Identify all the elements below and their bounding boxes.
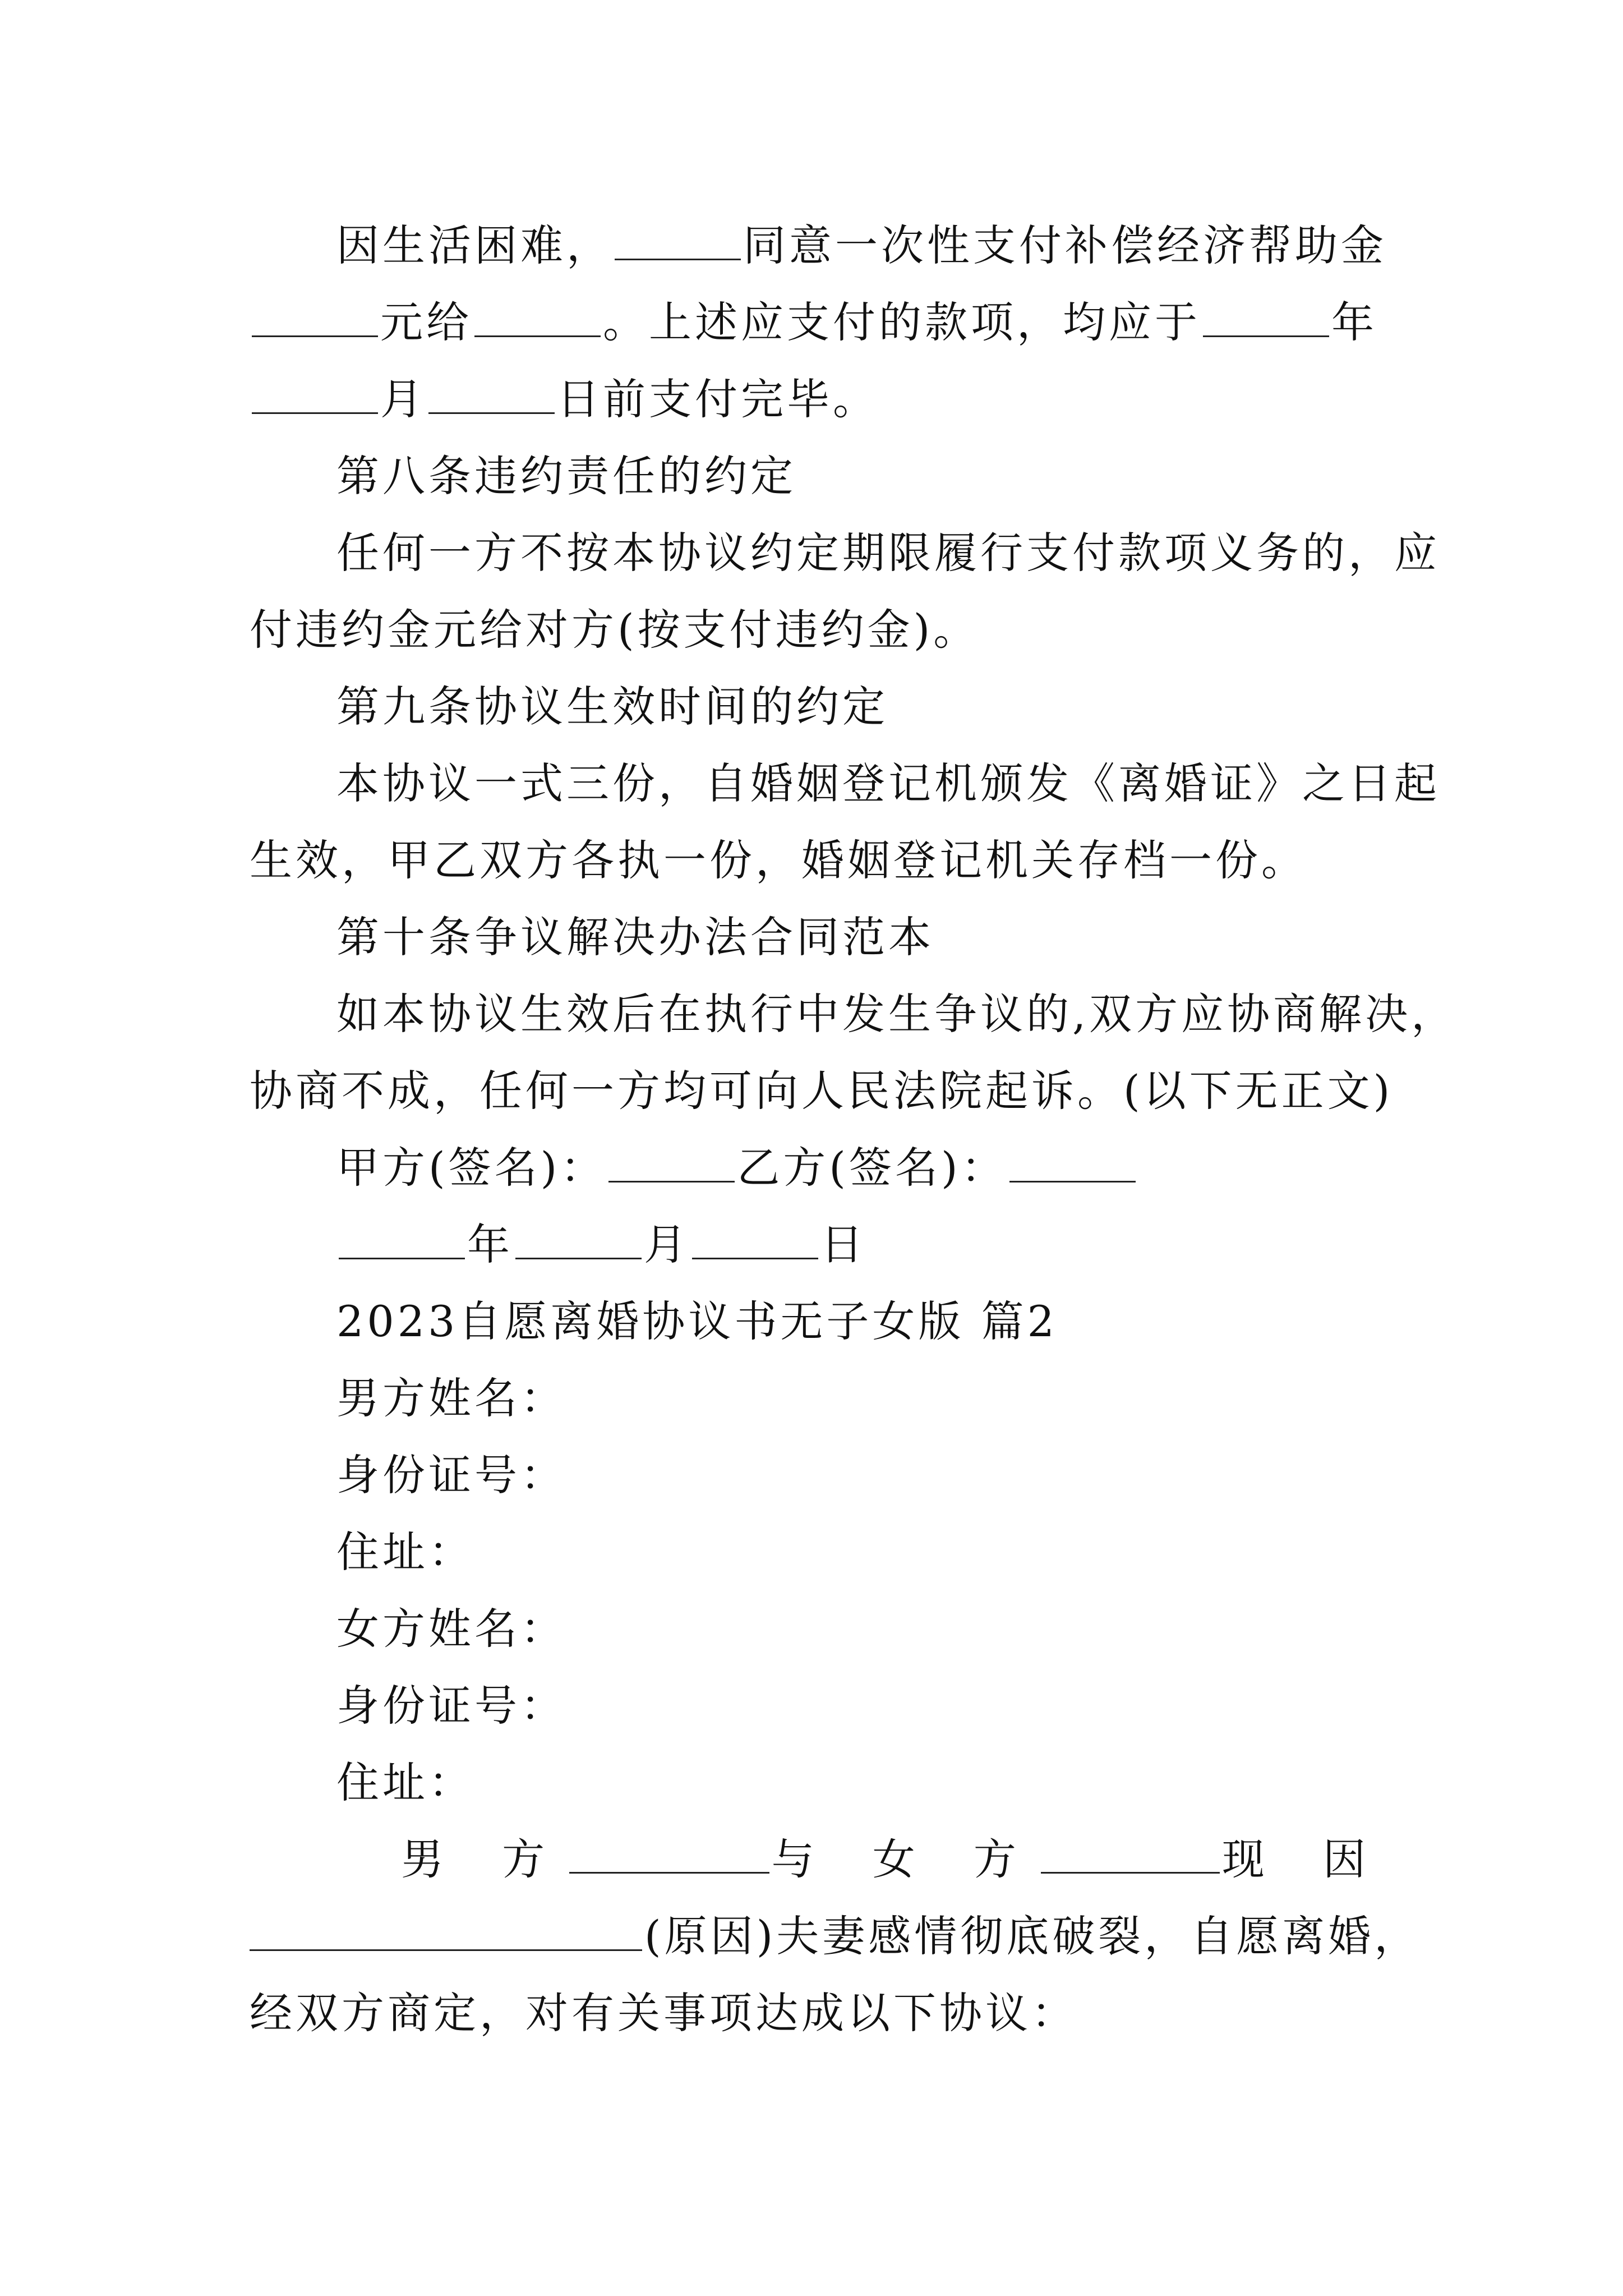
blank-field [615, 218, 741, 260]
compensation-line-1 [336, 218, 1388, 274]
intro-line-2 [250, 1908, 1421, 1964]
blank-field [1203, 295, 1329, 337]
text-fragment: 与 女 方 [771, 1834, 1039, 1884]
article-10-title: 第十条争议解决办法合同范本 [336, 912, 934, 962]
text-fragment: 因生活困难， [336, 220, 612, 270]
party-b-signature-label: 乙方(签名)： [737, 1143, 1007, 1193]
article-8-line-2: 付违约金元给对方(按支付违约金)。 [250, 605, 980, 655]
compensation-line-3 [250, 371, 1388, 427]
date-month-label: 月 [644, 1220, 690, 1269]
party-b-signature-blank [1009, 1140, 1136, 1182]
blank-field [339, 1217, 465, 1259]
text-fragment: 男 方 [401, 1834, 568, 1884]
male-name-label: 男方姓名： [336, 1373, 566, 1423]
signature-line [336, 1140, 1388, 1196]
male-name-blank [569, 1832, 769, 1874]
article-9-line-2: 生效，甲乙双方各执一份，婚姻登记机关存档一份。 [250, 835, 1307, 885]
article-10-line-2: 协商不成，任何一方均可向人民法院起诉。(以下无正文) [250, 1066, 1394, 1116]
text-fragment: 元给 [380, 297, 472, 347]
intro-line-3: 经双方商定，对有关事项达成以下协议： [250, 1988, 1077, 2038]
party-a-signature-blank [608, 1140, 735, 1182]
blank-field [474, 295, 601, 337]
date-year-label: 年 [467, 1220, 513, 1269]
female-name-blank [1041, 1832, 1220, 1874]
blank-field [252, 372, 378, 414]
article-8-title: 第八条违约责任的约定 [336, 451, 796, 501]
article-10-line-1: 如本协议生效后在执行中发生争议的,双方应协商解决， [336, 989, 1458, 1039]
date-day-label: 日 [820, 1220, 866, 1269]
text-fragment: 。上述应支付的款项，均应于 [603, 297, 1201, 347]
male-address-label: 住址： [336, 1527, 474, 1577]
text-fragment: 现 因 [1221, 1834, 1388, 1884]
blank-field [252, 295, 378, 337]
blank-field [515, 1217, 642, 1259]
male-id-label: 身份证号： [336, 1450, 566, 1500]
article-8-line-1: 任何一方不按本协议约定期限履行支付款项义务的，应 [336, 528, 1440, 578]
female-id-label: 身份证号： [336, 1681, 566, 1731]
section-title: 2023自愿离婚协议书无子女版 篇2 [336, 1296, 1058, 1346]
text-fragment: 日前支付完毕。 [557, 374, 879, 424]
blank-field [692, 1217, 818, 1259]
intro-line-1 [401, 1832, 1388, 1888]
text-fragment: (原因)夫妻感情彻底破裂，自愿离婚， [644, 1911, 1421, 1961]
reason-blank [250, 1909, 642, 1951]
article-9-title: 第九条协议生效时间的约定 [336, 682, 888, 731]
party-a-signature-label: 甲方(签名)： [336, 1143, 607, 1193]
date-line [336, 1217, 1388, 1273]
article-9-line-1: 本协议一式三份，自婚姻登记机颁发《离婚证》之日起 [336, 758, 1440, 808]
text-fragment: 月 [380, 374, 426, 424]
female-name-label: 女方姓名： [336, 1604, 566, 1654]
text-fragment: 年 [1331, 297, 1377, 347]
compensation-line-2 [250, 295, 1388, 351]
female-address-label: 住址： [336, 1757, 474, 1807]
text-fragment: 同意一次性支付补偿经济帮助金 [743, 220, 1387, 270]
blank-field [428, 372, 555, 414]
